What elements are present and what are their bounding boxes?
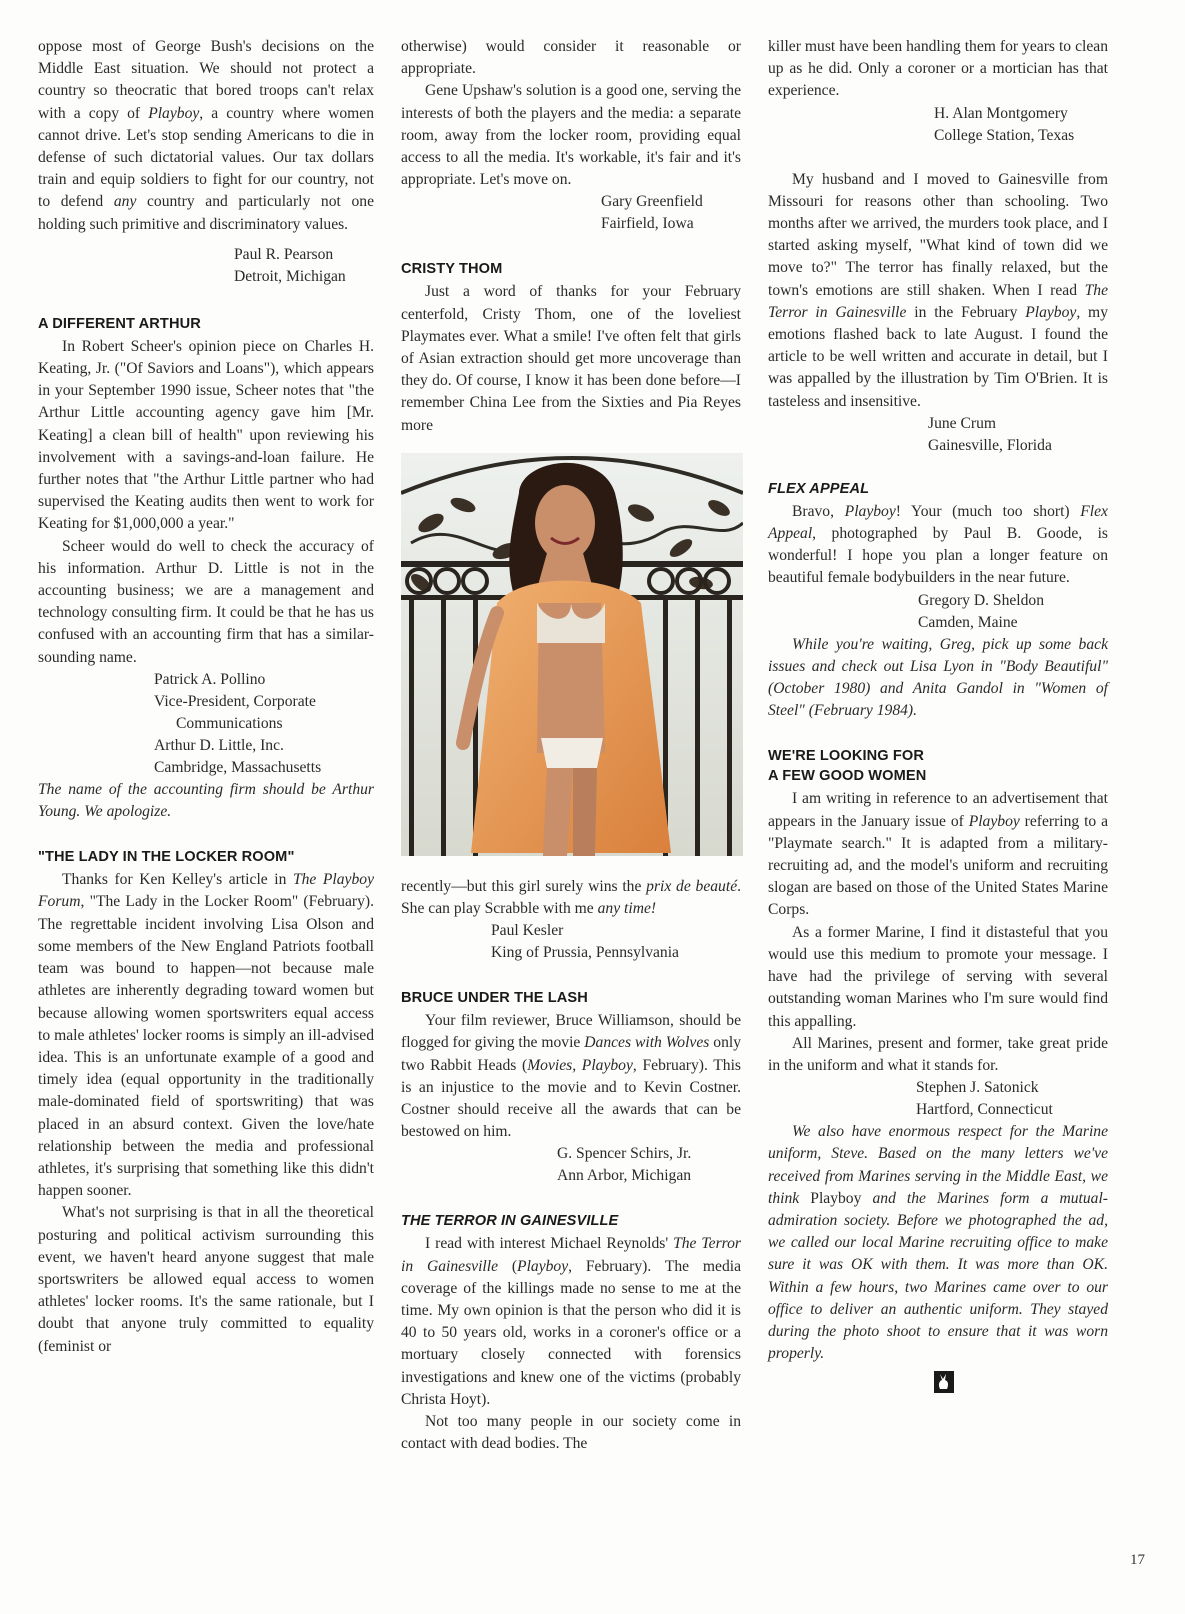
editor-note: While you're waiting, Greg, pick up some back issues and check out Lisa Lyon in "Body Beautiful" (October 1980) and Anita Gandol in "Women of Steel" (February 1984). <box>768 635 1108 720</box>
text-run: , a country where women cannot drive. Let's stop sending Americans to die in defense of such dictatorial values. Our tax dollars train and equip soldiers to fight for our country, not to defend <box>38 104 374 211</box>
signature-place: Gainesville, Florida <box>928 436 1052 454</box>
text-run: , February). The media coverage of the killings made no sense to me at the time. My own opinion is that the person who did it is 40 to 50 years old, works in a coroner's office or a mortuary closely connected with forensics investigations and knew one of the victims (probably Christa Hoyt). <box>401 1257 742 1408</box>
column-2 <box>401 36 741 1456</box>
signature-name: Gregory D. Sheldon <box>918 591 1045 609</box>
section-heading: "THE LADY IN THE LOCKER ROOM" <box>38 849 295 866</box>
heading-line: A FEW GOOD WOMEN <box>768 768 927 785</box>
signature-place: King of Prussia, Pennsylvania <box>491 944 679 962</box>
photo-illustration <box>401 453 743 856</box>
section-heading: FLEX APPEAL <box>768 480 870 497</box>
section-heading: CRISTY THOM <box>401 261 503 278</box>
signature-name: Paul Kesler <box>491 922 564 940</box>
letter-paragraph: As a former Marine, I find it distasteful that you would use this medium to promote your message. I have had the privilege of serving with several outstanding woman Marines who I'm sure would find this appalling. <box>768 923 1108 1030</box>
text-run: , "The Lady in the Locker Room" (February). The regrettable incident involving Lisa Olson and some members of the New England Patriots football team was bound to happen—not because male athletes are inherently degrading toward women but because allowing women sportswriters equal access to male athletes' locker rooms is simply an ill-advised idea. This is an unfortunate example of a good and timely idea (equal opportunity in the traditionally male-dominated field of sportswriting) that was placed in an absurd context. Given the love/hate relationship between the media and professional athletes, it's surprising that something like this didn't happen sooner. <box>38 893 374 1200</box>
signature-name: G. Spencer Schirs, Jr. <box>557 1145 692 1163</box>
signature-name: Patrick A. Pollino <box>154 670 266 688</box>
section-heading <box>768 746 1108 786</box>
signature-title: Communications <box>176 714 283 732</box>
signature-name: Stephen J. Satonick <box>916 1079 1039 1097</box>
text-run: Movies, Playboy <box>527 1056 633 1074</box>
signature <box>768 1077 1108 1121</box>
text-run: The Terror in Gainesville <box>401 1235 741 1275</box>
section-heading: THE TERROR IN GAINESVILLE <box>401 1213 619 1230</box>
letter-paragraph: What's not surprising is that in all the theoretical posturing and political activism surrounding this event, we haven't heard anyone suggest that male sportswriters be allowed equal access to women athletes' locker rooms. It's the same rationale, but I doubt that anyone truly committed to equality (feminist or <box>38 1204 374 1355</box>
text-run: Playboy <box>517 1257 569 1275</box>
signature-name: H. Alan Montgomery <box>934 104 1068 122</box>
playmate-photo <box>401 453 743 856</box>
text-run: Your film reviewer, Bruce Williamson, should be flogged for giving the movie <box>401 1012 741 1052</box>
signature <box>768 413 1108 457</box>
letter-paragraph: Gene Upshaw's solution is a good one, serving the interests of both the players and the media: a separate room, away from the locker room, providing equal access to all the media. It's workable, it's fair and it's appropriate. Let's move on. <box>401 82 741 189</box>
text-run: I read with interest Michael Reynolds' <box>425 1235 669 1253</box>
text-run: My husband and I moved to Gainesville from Missouri for reasons other than schooling. Two months after we arrived, the murders took place, and I started asking myself, "What kind of town did we move to?" The terror has finally relaxed, but the town's emotions are still shaken. When I read <box>768 170 1108 299</box>
letter-paragraph <box>38 36 374 236</box>
section-heading: A DIFFERENT ARTHUR <box>38 315 201 332</box>
text-run: , photographed by Paul B. Goode, is wonderful! I hope you plan a longer feature on beautiful female bodybuilders in the near future. <box>768 525 1108 587</box>
letter-paragraph: otherwise) would consider it reasonable or appropriate. <box>401 38 741 78</box>
signature <box>401 191 741 235</box>
text-run: only two Rabbit Heads ( <box>401 1034 741 1074</box>
text-run: Playboy <box>844 502 896 520</box>
signature-title: Vice-President, Corporate <box>154 692 316 710</box>
heading-line: WE'RE LOOKING FOR <box>768 748 924 765</box>
letter-paragraph <box>768 501 1108 590</box>
text-run: . She can play Scrabble with me <box>401 877 742 918</box>
signature-name: Gary Greenfield <box>601 193 703 211</box>
signature-org: Arthur D. Little, Inc. <box>154 736 284 754</box>
text-run: , February). This is an injustice to the movie and to Kevin Costner. Costner should receive all the awards that can be bestowed on him. <box>401 1056 741 1141</box>
editor-note: The name of the accounting firm should be Arthur Young. We apologize. <box>38 780 374 821</box>
signature-name: Paul R. Pearson <box>234 245 334 263</box>
signature-place: Hartford, Connecticut <box>916 1101 1053 1119</box>
letter-paragraph: Just a word of thanks for your February centerfold, Cristy Thom, one of the loveliest Playmates ever. What a smile! I've often felt that girls of Asian extraction should get more uncoverage than they do. Of course, I know it has been done before—I remember China Lee from the Sixties and Pia Reyes more <box>401 283 741 434</box>
signature <box>401 920 741 964</box>
text-run: , my emotions flashed back to late August. I found the article to be well written and accurate in detail, but I was appalled by the illustration by Tim O'Brien. It is tasteless and insensitive. <box>768 303 1108 410</box>
text-run: Playboy <box>968 812 1020 830</box>
text-run: prix de beauté <box>646 877 738 895</box>
letter-paragraph: killer must have been handling them for years to clean up as he did. Only a coroner or a mortician has that experience. <box>768 38 1108 100</box>
signature-place: Cambridge, Massachusetts <box>154 758 322 776</box>
editor-note <box>768 1121 1108 1365</box>
column-1 <box>38 36 374 1358</box>
letter-paragraph: In Robert Scheer's opinion piece on Charles H. Keating, Jr. ("Of Saviors and Loans"), which appears in your September 1990 issue, Scheer notes that "the Arthur Little accounting agency gave him [Mr. Keating] a clean bill of health" upon reviewing his involvement with a savings-and-loan failure. He further notes that "the Arthur Little partner who had supervised the Keating audits then went to work for Keating for $1,000,000 a year." <box>38 337 374 533</box>
signature <box>768 590 1108 634</box>
signature <box>38 669 374 779</box>
text-run: country and particularly not one holding such primitive and discriminatory values. <box>38 193 374 233</box>
text-run: We also have enormous respect for the Marine uniform, Steve. Based on the many letters we've received from Marines serving in the Middle East, we think <box>768 1123 1108 1207</box>
signature-place: College Station, Texas <box>934 126 1075 144</box>
letter-paragraph: Scheer would do well to check the accuracy of his information. Arthur D. Little is not in the accounting business; we are a management and technology consulting firm. It could be that he has us confused with an accounting firm that has a similar-sounding name. <box>38 537 374 666</box>
letter-paragraph <box>768 788 1108 921</box>
signature-place: Fairfield, Iowa <box>601 215 694 233</box>
letter-paragraph <box>401 1010 741 1143</box>
text-run: Dances with Wolves <box>584 1034 710 1052</box>
text-run: I am writing in reference to an advertisement that appears in the January issue of <box>768 790 1108 830</box>
signature <box>38 244 374 288</box>
text-run: referring to a "Playmate search." It is adapted from a military-recruiting ad, and the model's uniform and recruiting slogan are based on those of the United States Marine Corps. <box>768 812 1109 919</box>
section-heading: BRUCE UNDER THE LASH <box>401 990 588 1007</box>
text-run: The Terror in Gainesville <box>768 281 1108 321</box>
text-run: Bravo, <box>792 502 835 520</box>
column-3 <box>768 36 1108 1393</box>
text-run: Playboy <box>1025 303 1077 321</box>
letter-paragraph: Not too many people in our society come in contact with dead bodies. The <box>401 1413 741 1453</box>
text-run: ! Your (much too short) <box>895 502 1070 520</box>
letter-paragraph <box>401 876 741 920</box>
signature-place: Ann Arbor, Michigan <box>557 1167 692 1185</box>
text-run: Thanks for Ken Kelley's article in <box>62 871 287 889</box>
text-run: Flex Appeal <box>768 502 1108 543</box>
signature-name: June Crum <box>928 414 997 432</box>
signature-place: Camden, Maine <box>918 613 1018 631</box>
text-run: ( <box>511 1257 518 1275</box>
signature <box>768 103 1108 147</box>
signature-place: Detroit, Michigan <box>234 267 346 285</box>
text-run: oppose most of George Bush's decisions on the Middle East situation. We should not protect a country so theocratic that bored troops can't relax with a copy of <box>38 38 374 122</box>
page-number: 17 <box>1130 1552 1145 1568</box>
signature <box>401 1143 741 1187</box>
text-run: The Playboy Forum <box>38 871 374 911</box>
text-run: any <box>113 193 137 211</box>
letter-paragraph <box>38 869 374 1202</box>
text-run: any time! <box>597 900 657 918</box>
letter-paragraph: All Marines, present and former, take great pride in the uniform and what it stands for. <box>768 1034 1108 1074</box>
text-run: Playboy <box>810 1189 862 1207</box>
letter-paragraph <box>401 1233 741 1411</box>
text-run: Playboy <box>148 104 200 122</box>
letter-paragraph <box>768 169 1108 413</box>
text-run: recently—but this girl surely wins the <box>401 877 642 895</box>
rabbit-head-end-mark-icon <box>934 1371 954 1393</box>
text-run: and the Marines form a mutual-admiration society. Before we photographed the ad, we called our local Marine recruiting office to make sure it was OK with them. It was more than OK. Within a few hours, two Marines came over to our office to deliver an authentic uniform. They stayed during the photo shoot to ensure that it was worn properly. <box>768 1189 1108 1363</box>
text-run: in the February <box>914 303 1018 321</box>
